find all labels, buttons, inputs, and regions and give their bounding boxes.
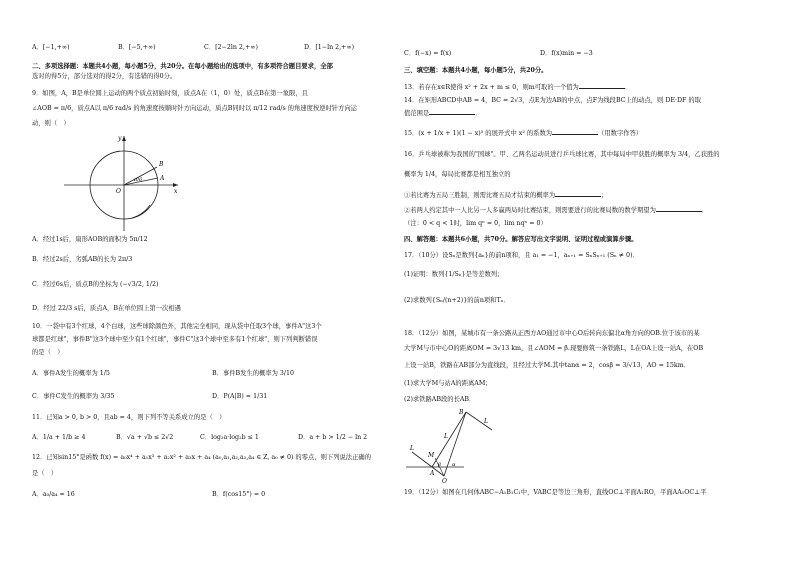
left-column: [32, 0, 402, 562]
q12-option-a[interactable]: A．a₀/a₄ = 16: [32, 491, 75, 498]
q9-option-d[interactable]: D．经过 22/3 s后，质点A，B在单位圆上第一次相遇: [32, 305, 181, 312]
q11-option-b[interactable]: B．√a + √b ≤ 2√2: [116, 434, 174, 441]
q18-stem-1: 18．（12分）如图，某城市有一条公路从正西方AO通过市中心O后转向东偏北α角方向的OB.位于该市的某: [404, 330, 700, 337]
point-b-label: B: [159, 161, 164, 168]
q16-sub-1-text: ①若比赛为五局三胜制，则需比赛五局才结束的概率为: [404, 192, 556, 199]
q12-stem-2: 是（ ）: [32, 470, 58, 477]
q15: [404, 128, 642, 138]
q18-part-1: (1)求大学M与站A的距离AM；: [404, 380, 492, 387]
q9-stem-3: 动，则（ ）: [32, 120, 70, 127]
x-axis-arrow: [173, 183, 178, 187]
q16-line-1: 16．乒乓球被称为我国的"国球"。甲、乙两名运动员进行乒乓球比赛，其中每局中甲获胜的概率为 3/4，乙获胜的: [404, 151, 720, 158]
line-l-left-label: L: [410, 445, 414, 452]
origin-label: O: [116, 188, 121, 195]
q12-stem-1: 12．已知sin15°是函数 f(x) = a₀x⁴ + a₁x³ + a₂x² + a₃x + a₄ (a₀,a₁,a₂,a₃,a₄ ∈ Z, a₀ ≠ 0) 的零点，则下列说法正确的: [32, 454, 371, 461]
q16-sub-1: ①若比赛为五局三胜制，则需比赛五局才结束的概率为 ；: [404, 192, 608, 199]
q9-stem-2: ∠AOB = π/6，质点A以 π/6 rad/s 的角速度按顺时针方向运动，质点B同时以 π/12 rad/s 的角速度按逆时针方向运: [32, 105, 357, 112]
q14-text: 值范围是: [404, 110, 430, 117]
railway-ab: [432, 412, 466, 467]
q11-option-c[interactable]: C．log₂a·log₂b ≤ 1: [200, 434, 259, 441]
q10-stem-1: 10．一袋中有3个红球，4个白球，这些球除颜色外，其他完全相同，现从袋中任取3个球，事件A"这3个: [32, 323, 322, 330]
q15-text: 15．(x + 1/x + 1)(1 − x)⁵ 的展开式中 x² 的系数为: [404, 130, 553, 137]
angle-label: π/6: [134, 177, 143, 183]
q15-note: （用数字作答）: [598, 130, 643, 137]
q16-sub-1-blank[interactable]: [555, 190, 601, 197]
point-o-label: O: [442, 478, 447, 484]
q10-option-c[interactable]: C．事件C发生的概率为 3/35: [32, 393, 115, 400]
angle-alpha-label: α: [452, 462, 456, 468]
q18-stem-3: 上设一站B，铁路在AB部分为直线段，且经过大学M.其中tanα = 2，cosβ = 3/√13，AO = 15km．: [404, 362, 690, 369]
q14-line-1: 14．在矩形ABCD中AB = 4，BC = 2√3，点E为边AB的中点，点F为线段BC上的动点，则 DE·DF 的取: [404, 97, 701, 104]
q13-text: 13．若存在x∈R使得 x² + 2x + m ≤ 0，则m可取的一个值为: [404, 84, 579, 91]
q17-stem: 17．（10分）设Sₙ是数列{aₙ}的前n项和，且 a₁ = −1，aₙ₊₁ = SₙSₙ₊₁ (Sₙ ≠ 0)．: [404, 252, 639, 259]
q10-option-d[interactable]: D．P(A|B) = 1/31: [212, 393, 268, 400]
angle-beta-label: β: [438, 462, 441, 468]
q11-stem: 11．已知a > 0, b > 0，且ab = 4，则下列不等关系成立的是（ ）: [32, 414, 226, 421]
q11-options: [32, 434, 402, 442]
q17-part-2: (2)求数列{Sₙ/(n+2)}的前n项和Tₙ．: [404, 297, 510, 304]
q12-option-b[interactable]: B．f(cos15°) = 0: [212, 491, 266, 498]
q16-sub-2: ②若两人约定其中一人比另一人多赢两局时比赛结束，则需要进行的比赛局数的数学期望为 ．: [404, 207, 709, 214]
point-a-label: A: [430, 470, 435, 477]
q9-option-c[interactable]: C．经过6s后，质点B的坐标为 (−√3/2, 1/2): [32, 281, 159, 288]
y-label: y: [118, 135, 122, 142]
q10-option-a[interactable]: A．事件A发生的概率为 1/5: [32, 370, 110, 377]
q16-note: （注：0 < q < 1时，lim qⁿ = 0，lim nqⁿ = 0）: [404, 220, 547, 227]
q18-part-2: (2)求铁路AB段的长AB．: [404, 396, 476, 403]
q8-option-d[interactable]: D．[1−ln 2,+∞): [304, 44, 355, 51]
ccw-arrow-arc: [100, 151, 120, 161]
section3-title: 三、填空题：本题共4小题，每小题5分，共20分。: [404, 67, 548, 74]
q16-sub-2-blank[interactable]: [656, 205, 702, 212]
q17-part-1: (1)证明：数列{1/Sₙ}是等差数列；: [404, 271, 504, 278]
q11-option-d[interactable]: D．a + b > 1/2 − ln 2: [298, 434, 368, 441]
x-label: x: [174, 188, 178, 195]
railway-right: [466, 412, 492, 430]
right-column: [404, 0, 774, 562]
q9-option-a[interactable]: A．经过1s后，扇形AOB的面积为 5π/12: [32, 236, 148, 243]
q13: 13．若存在x∈R使得 x² + 2x + m ≤ 0，则m可取的一个值为 ．: [404, 84, 632, 91]
q18-stem-2: 大学M与市中心O的距离OM = 3√13 km，且∠AOM = β.现要修筑一条铁路L，L在OA上设一站A，在OB: [404, 345, 704, 352]
q11-option-a[interactable]: A．1/a + 1/b ≥ 4: [32, 434, 86, 441]
cw-arrow-arc: [132, 205, 150, 218]
q8-option-a[interactable]: A．[−1,+∞): [32, 44, 70, 51]
q19-stem: 19．（12分）如图在几何体ABC−A₁B₁C₁中，VABC是等边三角形，直线OC⊥平面A₁RO，平面AA₁OC⊥平: [404, 489, 707, 496]
line-l-right-label: L: [484, 418, 488, 425]
section2-title-line2: 选对的得5分，部分选对的得2分，有选错的得0分。: [32, 73, 177, 80]
q8-options: [32, 44, 402, 52]
q9-stem-1: 9．如图，A，B是单位圆上运动的两个质点初始时刻，质点A在（1，0）处，质点B在第一象限，且: [32, 90, 308, 97]
y-axis-arrow: [122, 136, 126, 141]
q8-option-c[interactable]: C．[2−2ln 2,+∞): [204, 44, 258, 51]
q10-stem-3: 的是（ ）: [32, 349, 64, 356]
q8-option-b[interactable]: B．[−5,+∞): [118, 44, 156, 51]
q12-option-c[interactable]: C．f(−x) = f(x): [404, 50, 452, 57]
point-b-label: B: [459, 409, 464, 416]
section2-title: 二、多项选择题：本题共4小题，每小题5分，共20分。在每小题给出的选项中，有多项符合题目要求，全部: [32, 63, 333, 70]
q16-sub-2-text: ②若两人约定其中一人比另一人多赢两局时比赛结束，则需要进行的比赛局数的数学期望为: [404, 207, 656, 214]
line-l-mid-label: L: [444, 433, 448, 440]
q10-option-b[interactable]: B．事件B发生的概率为 3/10: [212, 370, 295, 377]
point-m-label: M: [428, 452, 435, 459]
point-a-label: A: [160, 175, 165, 182]
q12-option-d[interactable]: D．f(x)min = −3: [540, 50, 593, 57]
q13-answer-blank[interactable]: [579, 82, 625, 89]
q15-answer-blank[interactable]: [552, 128, 598, 135]
q18-railway-figure: [404, 408, 514, 484]
q14-answer-blank[interactable]: [429, 108, 475, 115]
q10-stem-2: 球都是红球"，事件B"这3个球中至少有1个红球"，事件C"这3个球中至多有1个红球"，则下列判断错误: [32, 336, 318, 343]
q9-unit-circle-figure: [62, 133, 182, 233]
q9-option-b[interactable]: B．经过2s后，劣弧AB的长为 2π/3: [32, 256, 133, 263]
section4-title: 四、解答题：本题共6小题，共70分。解答应写出文字说明、证明过程或演算步骤。: [404, 236, 638, 243]
q14-line-2: 值范围是 ．: [404, 110, 482, 117]
q16-line-2: 概率为 1/4，每局比赛都是相互独立的: [404, 171, 511, 178]
